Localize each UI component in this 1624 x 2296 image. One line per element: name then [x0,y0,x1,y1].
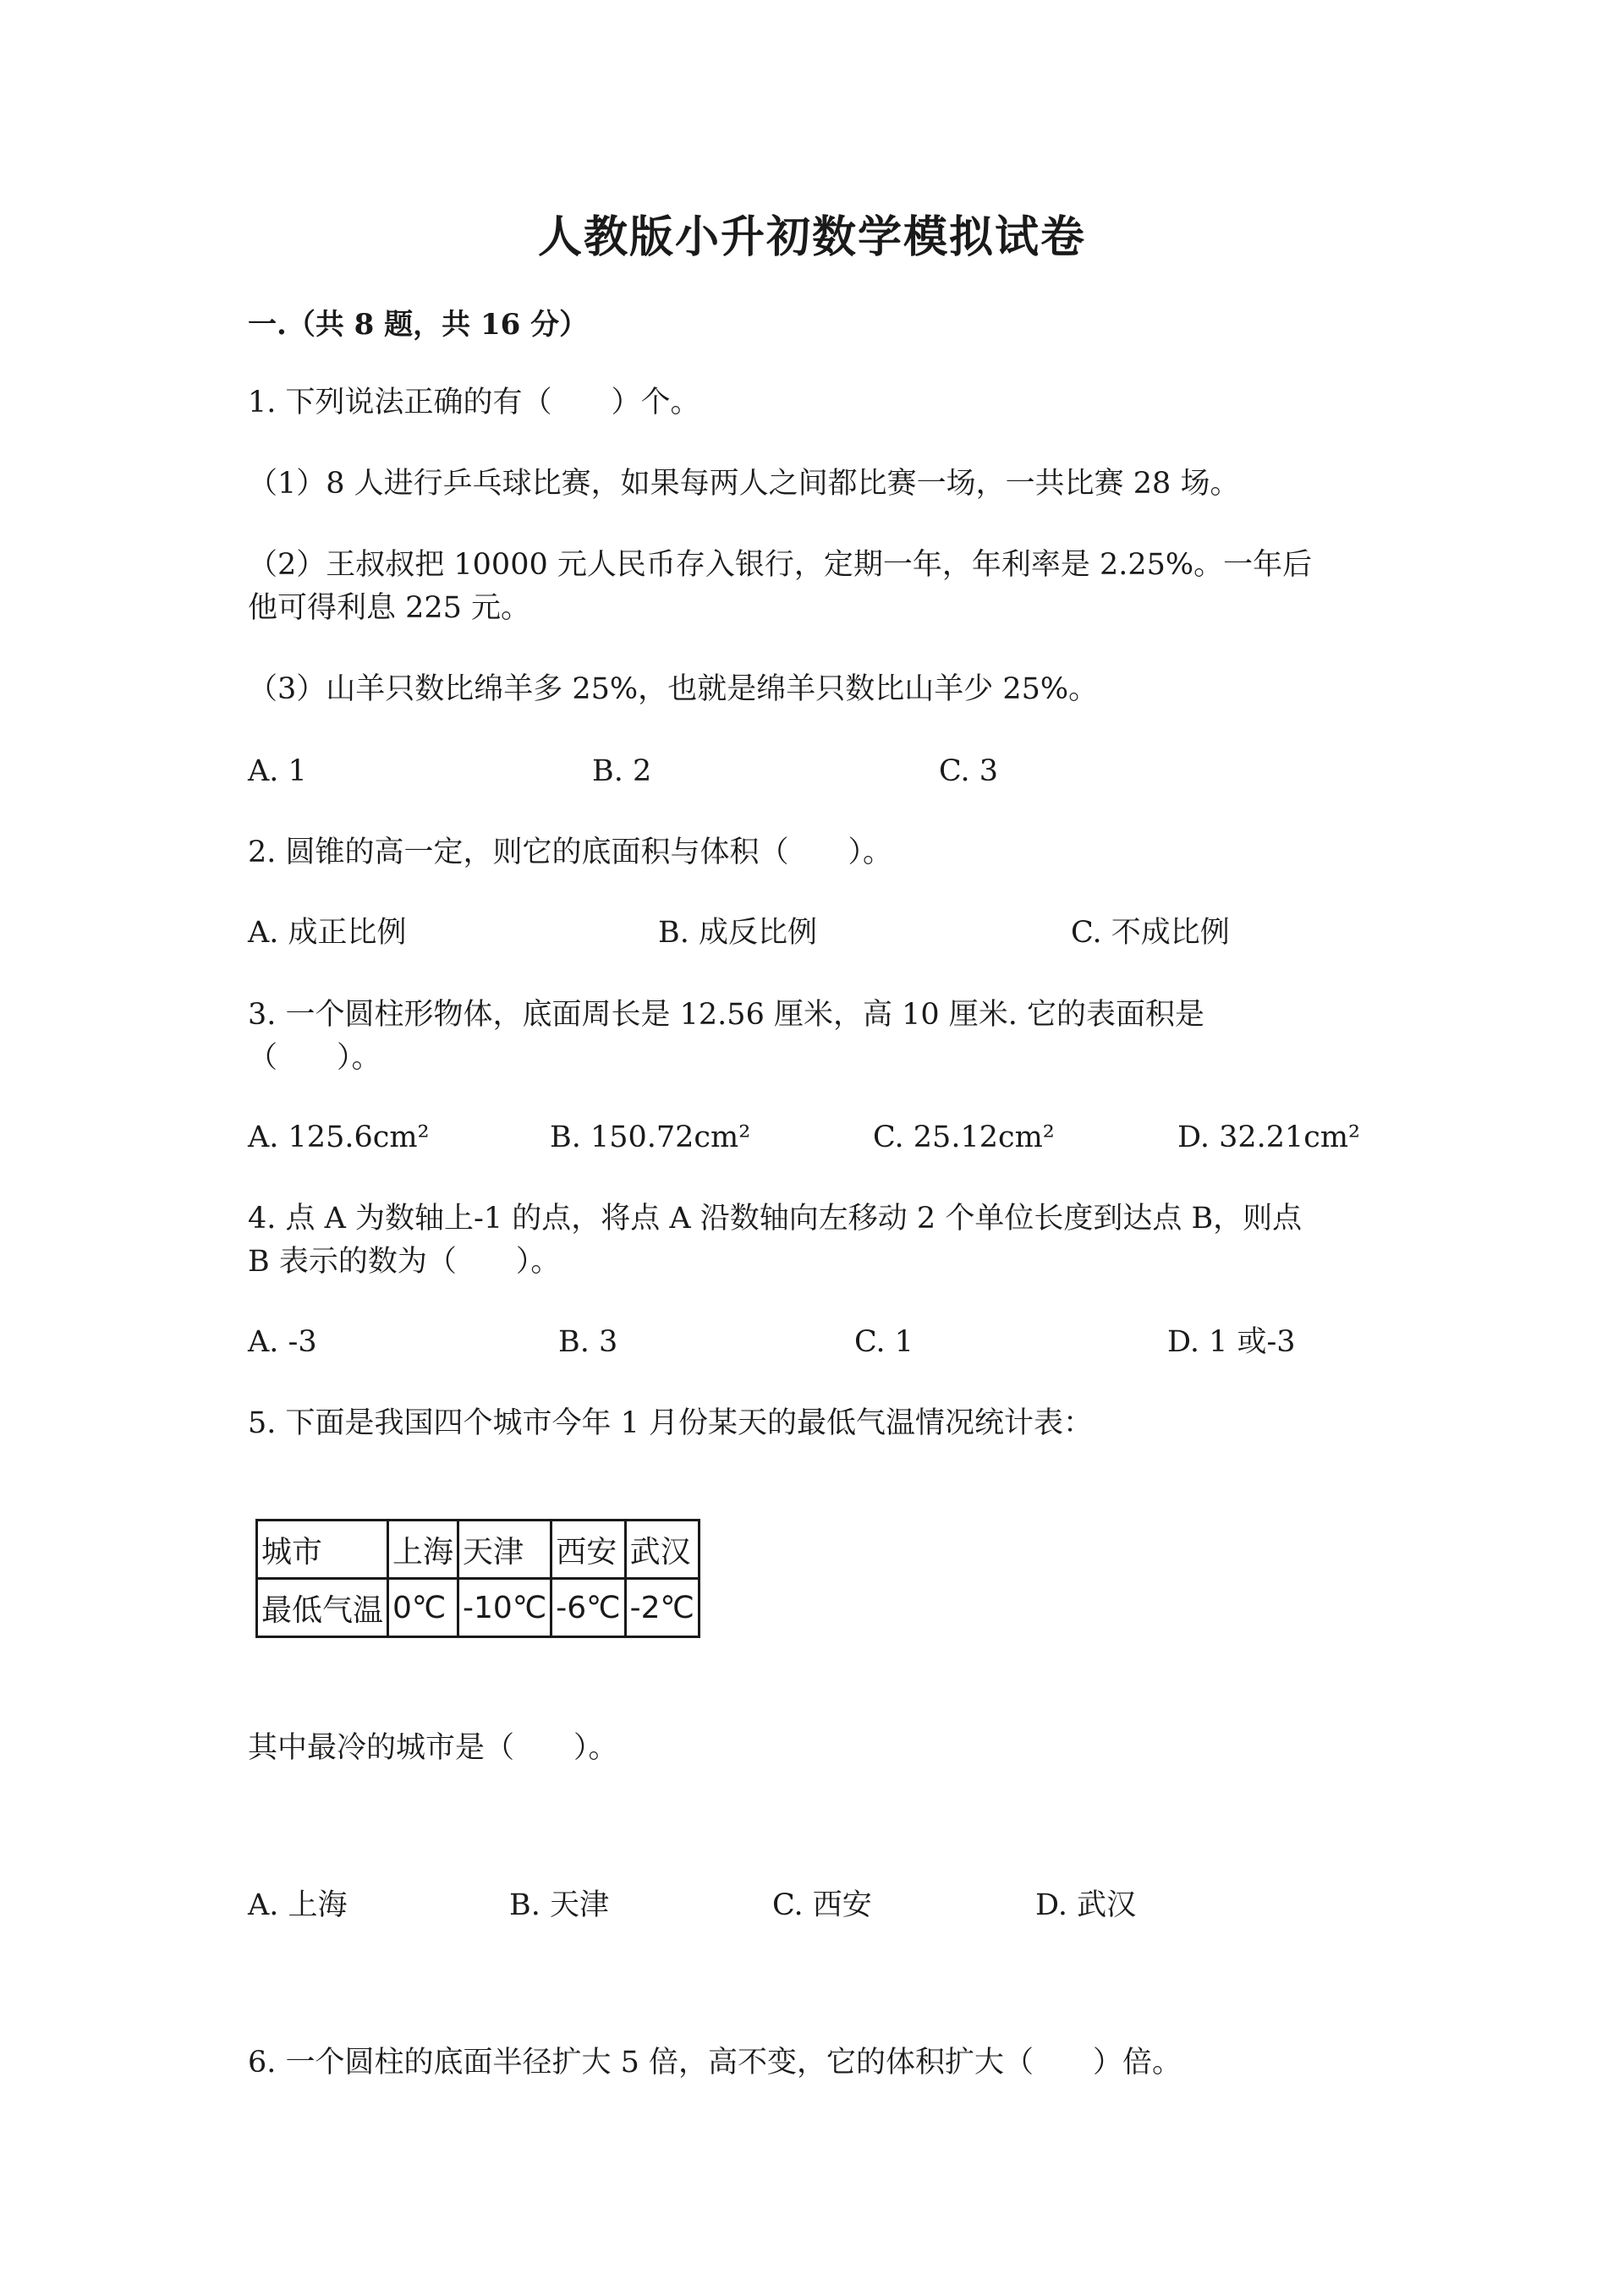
question-2-option-c: C. 不成比例 [1071,916,1230,950]
question-5-option-a: A. 上海 [248,1888,348,1922]
question-1-option-b: B. 2 [592,754,652,788]
table-cell: -2℃ [625,1579,699,1637]
question-5-option-d: D. 武汉 [1035,1888,1137,1922]
table-cell: 武汉 [625,1521,699,1579]
question-3-option-a: A. 125.6cm² [248,1121,430,1154]
question-6-stem: 6. 一个圆柱的底面半径扩大 5 倍，高不变，它的体积扩大（ ）倍。 [248,2046,1182,2080]
question-1-stem: 1. 下列说法正确的有（ ）个。 [248,386,700,419]
question-5-option-b: B. 天津 [509,1888,609,1922]
page-title: 人教版小升初数学模拟试卷 [537,211,1086,263]
question-1-option-c: C. 3 [939,754,999,788]
question-2-option-b: B. 成反比例 [658,916,817,950]
table-cell: 西安 [551,1521,625,1579]
question-1-statement-2-line-1: （2）王叔叔把 10000 元人民币存入银行，定期一年，年利率是 2.25%。一年后 [248,548,1313,582]
question-5-stem: 5. 下面是我国四个城市今年 1 月份某天的最低气温情况统计表： [248,1406,1094,1440]
question-5-prompt: 其中最冷的城市是（ ）。 [248,1731,618,1765]
section-heading: 一.（共 8 题，共 16 分） [248,308,589,342]
question-4-option-d: D. 1 或-3 [1167,1325,1296,1359]
question-3-option-c: C. 25.12cm² [873,1121,1055,1154]
question-1-statement-3: （3）山羊只数比绵羊多 25%，也就是绵羊只数比山羊少 25%。 [248,672,1099,706]
table-cell: 0℃ [388,1579,458,1637]
question-4-option-c: C. 1 [854,1325,914,1359]
question-4-option-b: B. 3 [558,1325,618,1359]
table-row [257,1521,700,1579]
table-cell: 最低气温 [257,1579,388,1637]
table-row [257,1579,700,1637]
table-cell: -10℃ [458,1579,551,1637]
question-3-stem-line-2: （ ）。 [248,1041,381,1075]
question-4-option-a: A. -3 [248,1325,317,1359]
temperature-table [255,1519,700,1638]
question-1-option-a: A. 1 [248,754,307,788]
table-cell: -6℃ [551,1579,625,1637]
question-5-option-c: C. 西安 [772,1888,872,1922]
table-cell: 上海 [388,1521,458,1579]
question-3-option-b: B. 150.72cm² [550,1121,751,1154]
question-1-statement-2-line-2: 他可得利息 225 元。 [248,591,531,625]
question-2-option-a: A. 成正比例 [248,916,407,950]
question-1-statement-1: （1）8 人进行乒乓球比赛，如果每两人之间都比赛一场，一共比赛 28 场。 [248,467,1240,501]
question-4-stem-line-2: B 表示的数为（ ）。 [248,1245,561,1279]
question-2-stem: 2. 圆锥的高一定，则它的底面积与体积（ ）。 [248,836,893,869]
question-4-stem-line-1: 4. 点 A 为数轴上-1 的点，将点 A 沿数轴向左移动 2 个单位长度到达点 B，则点 [248,1202,1303,1236]
table-cell: 天津 [458,1521,551,1579]
table-cell: 城市 [257,1521,388,1579]
question-3-stem-line-1: 3. 一个圆柱形物体，底面周长是 12.56 厘米，高 10 厘米. 它的表面积是 [248,998,1205,1032]
question-3-option-d: D. 32.21cm² [1177,1121,1361,1154]
